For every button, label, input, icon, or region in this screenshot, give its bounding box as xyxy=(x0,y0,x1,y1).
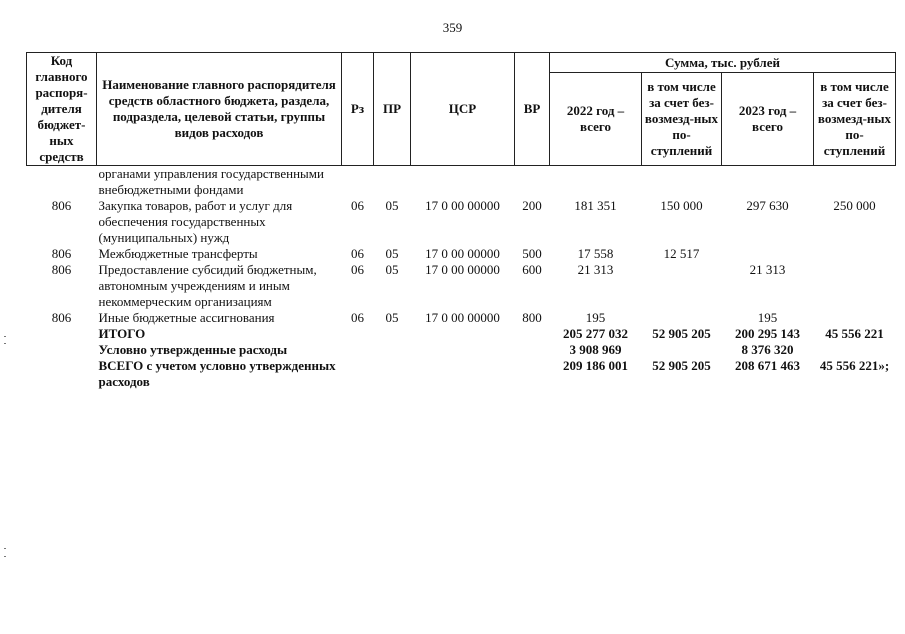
cell-pr: 05 xyxy=(385,246,399,261)
budget-table xyxy=(26,52,896,390)
header-2023-free: в том числе за счет без-возмезд-ных по-ступлений xyxy=(814,73,896,166)
cell-pr: 05 xyxy=(385,262,399,277)
cell-2022-total xyxy=(550,166,642,199)
cell-name: Предоставление субсидий бюджетным, автономным учреждениям и иным некоммерческим организациям xyxy=(98,262,317,309)
cell-name: Межбюджетные трансферты xyxy=(98,246,258,261)
total-2022-free xyxy=(642,342,722,358)
table-row xyxy=(27,262,896,310)
cell-pr: 05 xyxy=(385,198,399,213)
total-2022: 3 908 969 xyxy=(569,342,622,357)
cell-csr: 17 0 00 00000 xyxy=(425,246,500,261)
header-2022-total: 2022 год – всего xyxy=(550,73,642,166)
cell-rz: 06 xyxy=(351,198,364,213)
cell-csr xyxy=(411,166,515,199)
total-2023-free xyxy=(814,342,896,358)
total-2023: 208 671 463 xyxy=(735,358,800,373)
total-2023-free: 45 556 221»; xyxy=(819,358,890,373)
cell-code: 806 xyxy=(51,262,72,277)
total-2022: 205 277 032 xyxy=(563,326,628,341)
header-code: Код главного распоря-дителя бюджет-ных средств xyxy=(27,53,97,166)
cell-name: Иные бюджетные ассигнования xyxy=(98,310,275,325)
total-2022-free: 52 905 205 xyxy=(652,358,711,373)
cell-pr xyxy=(374,166,411,199)
cell-code: 806 xyxy=(51,198,72,213)
scan-speck xyxy=(4,343,6,344)
cell-name: Закупка товаров, работ и услуг для обеспечения государственных (муниципальных) нужд xyxy=(98,198,293,245)
cell-2023-total xyxy=(722,166,814,199)
cell-vr: 200 xyxy=(522,198,542,213)
cell-2022-total: 17 558 xyxy=(577,246,614,261)
cell-rz xyxy=(342,166,374,199)
cell-2023-total: 297 630 xyxy=(746,198,789,213)
cell-csr: 17 0 00 00000 xyxy=(425,198,500,213)
total-label: Условно утвержденные расходы xyxy=(98,342,288,357)
cell-spacer xyxy=(342,326,550,342)
cell-2023-free xyxy=(814,310,896,326)
total-2022: 209 186 001 xyxy=(563,358,628,373)
cell-2022-total: 21 313 xyxy=(577,262,614,277)
cell-spacer xyxy=(342,342,550,358)
header-2023-total: 2023 год – всего xyxy=(722,73,814,166)
cell-name: органами управления государственными внебюджетными фондами xyxy=(98,166,324,197)
cell-csr: 17 0 00 00000 xyxy=(425,310,500,325)
header-sum: Сумма, тыс. рублей xyxy=(550,53,896,73)
page-number: 359 xyxy=(442,20,463,35)
total-label: ИТОГО xyxy=(98,326,146,341)
cell-pr: 05 xyxy=(385,310,399,325)
table-row xyxy=(27,166,896,199)
cell-2023-free: 250 000 xyxy=(833,198,876,213)
cell-2023-total xyxy=(722,246,814,262)
cell-2023-total: 21 313 xyxy=(749,262,786,277)
table-body xyxy=(27,166,896,391)
cell-2023-free xyxy=(814,262,896,310)
header-name: Наименование главного распорядителя средств областного бюджета, раздела, подраздела, целевой статьи, группы видов расходов xyxy=(97,53,342,166)
cell-csr: 17 0 00 00000 xyxy=(425,262,500,277)
cell-2022-free xyxy=(642,310,722,326)
header-pr: ПР xyxy=(374,53,411,166)
cell-vr: 600 xyxy=(522,262,542,277)
cell-2023-free xyxy=(814,166,896,199)
total-2022-free: 52 905 205 xyxy=(652,326,711,341)
cell-code xyxy=(27,342,97,358)
cell-code: 806 xyxy=(51,310,72,325)
cell-2022-free: 12 517 xyxy=(663,246,700,261)
cell-code xyxy=(27,166,97,199)
scan-speck xyxy=(4,336,6,337)
header-vr: ВР xyxy=(515,53,550,166)
cell-rz: 06 xyxy=(351,262,364,277)
header-csr: ЦСР xyxy=(411,53,515,166)
cell-vr: 800 xyxy=(522,310,542,325)
cell-vr xyxy=(515,166,550,199)
total-row xyxy=(27,342,896,358)
scan-speck xyxy=(4,556,6,557)
cell-2022-total: 181 351 xyxy=(574,198,617,213)
table-row xyxy=(27,198,896,246)
table-row xyxy=(27,310,896,326)
header-2022-free: в том числе за счет без-возмезд-ных по-ступлений xyxy=(642,73,722,166)
total-row xyxy=(27,358,896,390)
total-2023-free: 45 556 221 xyxy=(825,326,884,341)
cell-2022-total: 195 xyxy=(585,310,606,325)
cell-code xyxy=(27,358,97,390)
cell-2023-free xyxy=(814,246,896,262)
table-header xyxy=(27,53,896,166)
cell-code: 806 xyxy=(51,246,72,261)
cell-code xyxy=(27,326,97,342)
cell-rz: 06 xyxy=(351,246,364,261)
cell-vr: 500 xyxy=(522,246,542,261)
total-row xyxy=(27,326,896,342)
total-2023: 8 376 320 xyxy=(741,342,794,357)
scan-speck xyxy=(4,548,6,549)
total-label: ВСЕГО с учетом условно утвержденных расходов xyxy=(98,358,336,389)
cell-rz: 06 xyxy=(351,310,364,325)
cell-2022-free: 150 000 xyxy=(660,198,703,213)
cell-2022-free xyxy=(642,262,722,310)
total-2023: 200 295 143 xyxy=(735,326,800,341)
table-row xyxy=(27,246,896,262)
cell-2023-total: 195 xyxy=(757,310,778,325)
cell-2022-free xyxy=(642,166,722,199)
header-rz: Рз xyxy=(342,53,374,166)
cell-spacer xyxy=(342,358,550,390)
